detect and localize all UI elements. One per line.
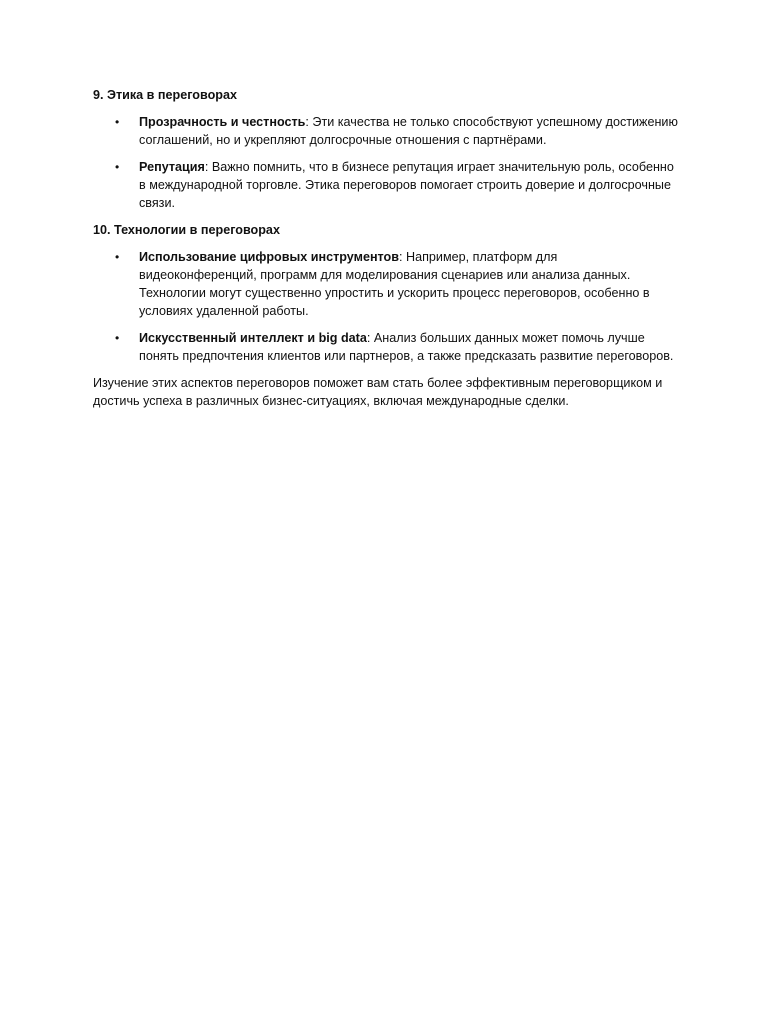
list-item <box>93 158 678 212</box>
item-term: Репутация <box>139 160 205 174</box>
section-heading: 10. Технологии в переговорах <box>93 223 280 237</box>
section-heading: 9. Этика в переговорах <box>93 88 237 102</box>
bullet-icon: • <box>115 250 120 264</box>
bullet-list <box>93 248 678 365</box>
item-text: : Анализ больших данных может помочь лучше понять предпочтения клиентов или партнеров, а также предсказать развитие переговоров. <box>139 331 674 363</box>
item-term: Использование цифровых инструментов <box>139 250 399 264</box>
item-text: : Эти качества не только способствуют успешному достижению соглашений, но и укрепляют долгосрочные отношения с партнёрами. <box>139 115 678 147</box>
document-page <box>93 86 678 410</box>
item-text: : Например, платформ для видеоконференций, программ для моделирования сценариев или анализа данных. Технологии могут существенно упростить и ускорить процесс переговоров, особенно в условиях удаленной работы. <box>139 250 650 318</box>
bullet-icon: • <box>115 331 120 345</box>
bullet-list <box>93 113 678 212</box>
item-term: Прозрачность и честность <box>139 115 306 129</box>
list-item <box>93 113 678 149</box>
section-ethics <box>93 86 678 212</box>
section-technology <box>93 221 678 365</box>
list-item <box>93 329 678 365</box>
item-text: : Важно помнить, что в бизнесе репутация играет значительную роль, особенно в международной торговле. Этика переговоров помогает строить доверие и долгосрочные связи. <box>139 160 674 210</box>
bullet-icon: • <box>115 160 120 174</box>
item-term: Искусственный интеллект и big data <box>139 331 367 345</box>
bullet-icon: • <box>115 115 120 129</box>
closing-paragraph: Изучение этих аспектов переговоров поможет вам стать более эффективным переговорщиком и достичь успеха в различных бизнес-ситуациях, включая международные сделки. <box>93 376 663 408</box>
list-item <box>93 248 678 320</box>
